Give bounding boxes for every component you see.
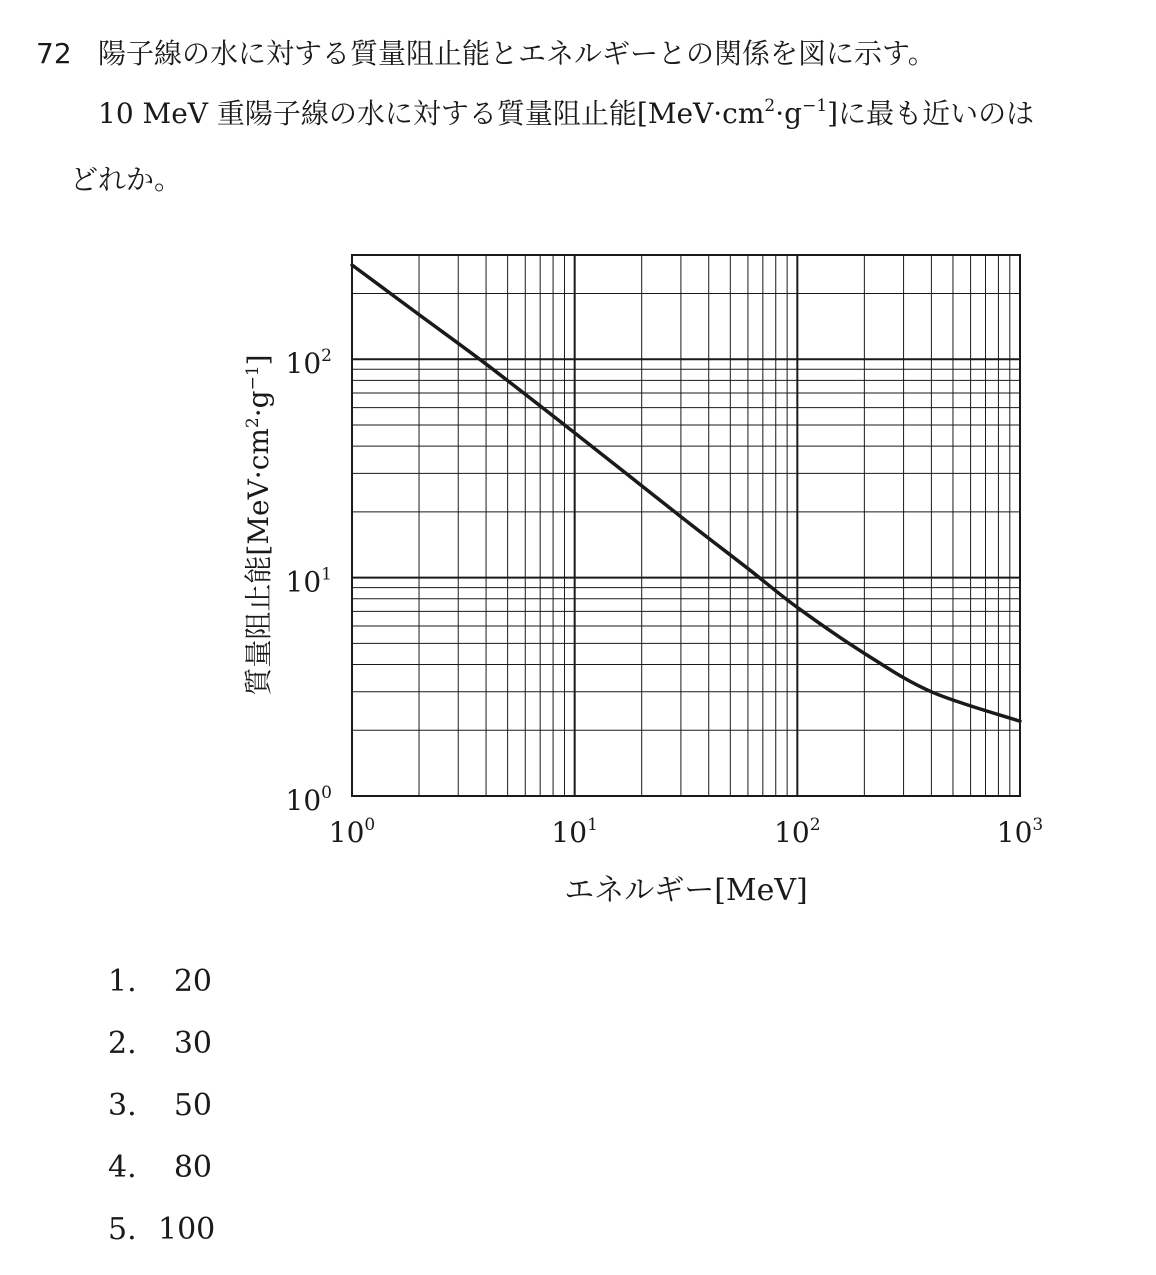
x-tick-label [329,815,375,849]
x-tick-label [551,815,597,849]
y-axis-label [242,354,275,695]
x-tick-label-base: 10 [551,816,588,849]
grid-major [352,255,1020,796]
y-axis-label-mid: ·g [242,390,275,418]
y-tick-labels [286,346,332,817]
choice-number: 4. [108,1150,137,1185]
y-tick-label [286,346,332,380]
y-axis-label-sup2: −1 [243,365,263,391]
series-line [352,265,1020,721]
question-line2-pre: 10 MeV 重陽子線の水に対する質量阻止能[MeV·cm [98,97,765,130]
question-line2-sup1: 2 [764,96,776,116]
choice-value: 20 [173,964,212,999]
choice-value: 100 [158,1212,216,1247]
question-text-line3: どれか。 [70,163,183,196]
y-axis-label-sup1: 2 [243,417,263,429]
x-tick-label-exp: 2 [809,815,821,835]
question-line2-mid: ·g [775,97,803,130]
x-tick-label-base: 10 [328,816,365,849]
answer-choice-3 [108,1086,212,1126]
x-tick-label-base: 10 [774,816,810,849]
question-line2-post: ]に最も近いのは [827,97,1035,130]
choice-number: 1. [108,964,137,999]
y-tick-label-exp: 2 [321,346,332,367]
series-group [352,265,1020,721]
choice-value: 30 [173,1026,212,1061]
x-tick-label-exp: 1 [587,815,598,835]
choice-value: 80 [173,1150,212,1185]
choice-number: 3. [108,1088,137,1123]
x-tick-label [997,815,1043,849]
plot-frame [352,255,1020,796]
answer-choice-1 [108,962,212,1002]
y-axis-label-pre: 質量阻止能[MeV·cm [242,428,275,696]
question-line2-sup2: −1 [802,96,828,116]
y-tick-label-base: 10 [285,347,322,381]
y-tick-label [286,783,332,817]
x-tick-labels [329,815,1043,849]
y-tick-label-base: 10 [285,565,322,599]
grid-minor [352,255,1020,796]
x-axis-label: エネルギー[MeV] [564,873,808,908]
answer-choice-2 [108,1024,212,1064]
x-tick-label-exp: 0 [364,815,376,835]
y-tick-label-base: 10 [285,784,322,817]
question-number: 72 [36,37,72,70]
y-tick-label-exp: 1 [321,564,332,585]
choice-number: 2. [108,1026,137,1061]
answer-choice-5 [108,1210,216,1250]
answer-choice-4 [108,1148,212,1188]
y-tick-label [286,565,332,599]
x-tick-label [774,815,820,849]
question-text-line1: 陽子線の水に対する質量阻止能とエネルギーとの関係を図に示す。 [98,37,936,70]
choice-value: 50 [173,1088,212,1123]
y-axis-label-post: ] [242,354,275,366]
y-tick-label-exp: 0 [321,783,332,803]
choice-number: 5. [108,1212,137,1247]
x-tick-label-exp: 3 [1032,815,1044,835]
x-tick-label-base: 10 [996,816,1033,849]
